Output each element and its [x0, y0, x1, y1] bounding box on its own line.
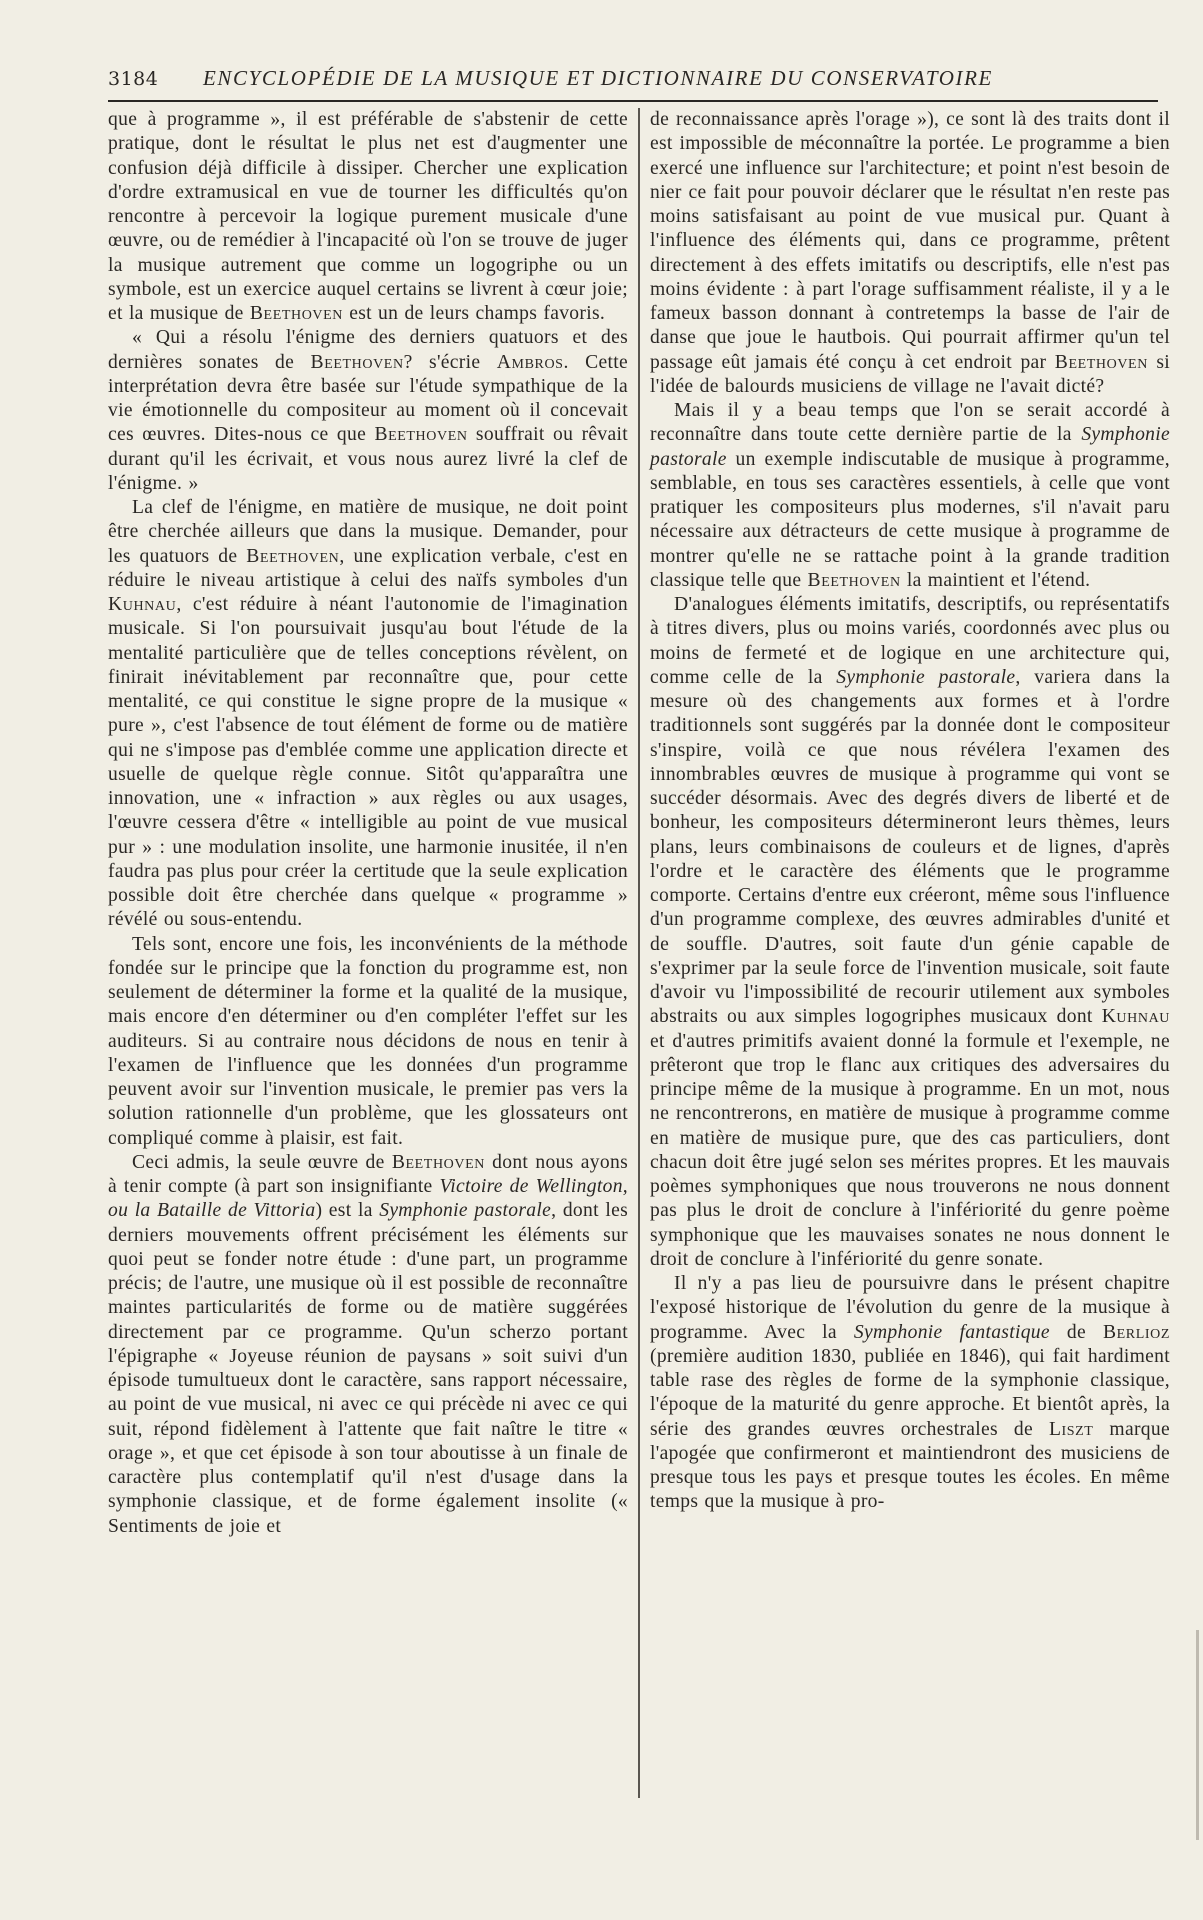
- text-run: de: [1049, 1321, 1103, 1343]
- text-run: est un de leurs champs favoris.: [343, 303, 606, 324]
- text-run: de reconnaissance après l'orage »), ce sont là des traits dont il est impossible de méconnaître la portée. Le programme a bien exercé une influence sur l'architecture; et point n'est besoin de nier ce fait pour pouvoir déclarer que le résultat n'en reste pas moins satisfaisant au point de vue musical pur. Quant à l'influence des éléments qui, dans ce programme, prêtent directement à des effets imitatifs ou descriptifs, elle n'est pas moins évidente : à part l'orage suffisamment réaliste, il y a le fameux basson donnant à contretemps la basse de l'air de danse que joue le hautbois. Qui pourrait affirmer qu'un tel passage eût jamais été conçu à cet endroit par: [650, 109, 1170, 373]
- author-name: Ambros: [496, 351, 564, 373]
- paragraph: [650, 593, 1170, 1272]
- composer-name: Beethoven: [249, 303, 343, 324]
- composer-name: Berlioz: [1102, 1321, 1170, 1343]
- work-title: Victoire de Wellington, ou la Bataille de Vittoria: [108, 1176, 628, 1222]
- paragraph: [650, 399, 1170, 593]
- work-title: Symphonie pastorale: [836, 666, 1016, 688]
- work-title: Symphonie fantastique: [853, 1321, 1050, 1343]
- page-header: [108, 66, 1158, 102]
- text-run: , une explication verbale, c'est en réduire le niveau artistique à celui des naïfs symboles d'un: [108, 545, 628, 591]
- left-column: [108, 108, 628, 1898]
- work-title: Symphonie pastorale: [650, 424, 1170, 470]
- text-run: que à programme », il est préférable de s'abstenir de cette pratique, dont le résultat le plus net est d'augmenter une confusion déjà difficile à dissiper. Chercher une explication d'ordre extramusical en vue de tourner les difficultés qu'on rencontre à percevoir la logique purement musicale d'une œuvre, ou de remédier à l'incapacité où l'on se trouve de juger la musique autrement que comme un logogriphe ou un symbole, est un exercice auquel certains se livrent à cœur joie; et la musique de: [108, 109, 628, 324]
- composer-name: Kuhnau: [108, 594, 177, 615]
- paragraph: [108, 326, 628, 496]
- text-run: la maintient et l'étend.: [900, 569, 1091, 591]
- text-run: Il n'y a pas lieu de poursuivre dans le présent chapitre l'exposé historique de l'évolution du genre de la musique à programme. Avec la: [650, 1273, 1170, 1343]
- text-run: marque l'apogée que confirmeront et maintiendront des musiciens de presque tous les pays et presque toutes les écoles. En même temps que la musique à pro-: [650, 1418, 1170, 1513]
- composer-name: Kuhnau: [1101, 1006, 1170, 1028]
- composer-name: Beethoven: [310, 351, 404, 373]
- paragraph: [108, 496, 628, 933]
- work-title: Symphonie pastorale: [379, 1200, 552, 1222]
- text-run: souffrait ou rêvait durant qu'il les écrivait, et vous nous aurez livré la clef de l'énigme. »: [108, 424, 628, 494]
- page-edge-mark: [1196, 1630, 1199, 1840]
- composer-name: Beethoven: [246, 545, 340, 567]
- paragraph: [108, 108, 628, 326]
- text-run: si l'idée de balourds musiciens de village ne l'avait dicté?: [650, 351, 1170, 397]
- text-columns: [108, 108, 1170, 1898]
- text-run: ) est la: [315, 1200, 380, 1222]
- composer-name: Beethoven: [391, 1151, 485, 1173]
- text-run: , variera dans la mesure où des changements aux formes et à l'ordre traditionnels sont suggérés par la donnée dont le compositeur s'inspire, voilà ce que nous révélera l'examen des innombrables œuvres de musique à programme qui vont se succéder désormais. Avec des degrés divers de liberté et de bonheur, les compositeurs détermineront leurs thèmes, leurs plans, leurs combinaisons de couleurs et de lignes, d'après l'ordre et le caractère des éléments que le programme comporte. Certains d'entre eux créeront, même sous l'influence d'un programme complexe, des œuvres admirables d'unité et de souffle. D'autres, soit faute d'un génie capable de s'exprimer par la seule force de l'invention musicale, soit faute d'avoir vu l'impossibilité de recourir utilement aux symboles abstraits ou aux simples logogriphes musicaux dont: [650, 666, 1170, 1028]
- paragraph: [650, 1272, 1170, 1515]
- text-run: Ceci admis, la seule œuvre de: [132, 1151, 392, 1173]
- page-number: 3184: [108, 68, 159, 90]
- text-run: un exemple indiscutable de musique à programme, semblable, en tous ses caractères essentiels, à celle que vont pratiquer les compositeurs plus modernes, s'il n'avait paru nécessaire aux détracteurs de cette musique à programme de montrer qu'elle ne se rattache point à la grande tradition classique telle que: [650, 448, 1170, 591]
- text-run: et d'autres primitifs avaient donné la formule et l'exemple, ne prêteront que trop le flanc aux critiques des adversaires du principe même de la musique à programme. En un mot, nous ne rencontrerons, en matière de musique à programme comme en matière de musique pure, que des cas particuliers, dont chacun doit être jugé selon ses mérites propres. Et les mauvais poèmes symphoniques que nous trouverons ne nous donnent pas plus le droit de conclure à l'infériorité du genre poème symphonique que les mauvaises sonates ne nous donnent le droit de conclure à l'infériorité du genre sonate.: [650, 1030, 1170, 1270]
- text-run: , dont les derniers mouvements offrent précisément les éléments sur quoi peut se fonder notre étude : d'une part, un programme précis; de l'autre, une musique où il est possible de reconnaître maintes particularités de forme ou de matière suggérées directement par ce programme. Qu'un scherzo portant l'épigraphe « Joyeuse réunion de paysans » soit suivi d'un épisode tumultueux dont le caractère, sans rapport nécessaire, au point de vue musical, ni avec ce qui précède ni avec ce qui suit, répond fidèlement à l'attente que fait naître le titre « orage », et que cet épisode à son tour aboutisse à un finale de caractère plus contemplatif qu'il n'est d'usage dans la symphonie classique, et de forme également insolite (« Sentiments de joie et: [108, 1200, 629, 1537]
- composer-name: Liszt: [1048, 1418, 1094, 1440]
- paragraph: [650, 108, 1170, 399]
- composer-name: Beethoven: [374, 424, 468, 446]
- text-run: Mais il y a beau temps que l'on se serait accordé à reconnaître dans toute cette dernière partie de la: [650, 400, 1170, 446]
- column-divider: [638, 108, 640, 1798]
- composer-name: Beethoven: [1054, 351, 1148, 373]
- paragraph: Tels sont, encore une fois, les inconvénients de la méthode fondée sur le principe que la fonction du programme est, non seulement de déterminer la forme et la qualité de la musique, mais encore d'en déterminer ou d'en compléter l'effet sur les auditeurs. Si au contraire nous décidons de nous en tenir à l'examen de l'influence que les données d'un programme peuvent avoir sur l'invention musicale, le premier pas vers la solution rationnelle d'un problème, que les glossateurs ont compliqué comme à plaisir, est fait.: [108, 933, 628, 1149]
- text-run: ? s'écrie: [403, 351, 497, 373]
- text-run: dont nous ayons à tenir compte (à part son insignifiante: [108, 1151, 628, 1197]
- text-run: , c'est réduire à néant l'autonomie de l'imagination musicale. Si l'on poursuivait jusqu'au bout l'étude de la mentalité particulière que de telles conceptions révèlent, on finirait inévitablement par reconnaître que, pour cette mentalité, ce qui constitue le signe propre de la musique « pure », c'est l'absence de tout élément de forme ou de matière qui ne s'impose pas d'emblée comme une application directe et usuelle de quelque règle connue. Sitôt qu'apparaîtra une innovation, une « infraction » aux règles ou aux usages, l'œuvre cessera d'être « intelligible au point de vue musical pur » : une modulation insolite, une harmonie inusitée, il n'en faudra pas plus pour créer la certitude que la seule explication possible doit être cherchée dans quelque « programme » révélé ou sous-entendu.: [108, 594, 628, 931]
- text-run: (première audition 1830, publiée en 1846), qui fait hardiment table rase des règles de forme de la symphonie classique, l'époque de la maturité du genre approche. Et bientôt après, la série des grandes œuvres orchestrales de: [650, 1345, 1170, 1440]
- text-run: « Qui a résolu l'énigme des derniers quatuors et des dernières sonates de: [108, 327, 628, 373]
- composer-name: Beethoven: [807, 569, 901, 591]
- text-run: . Cette interprétation devra être basée sur l'étude sympathique de la vie émotionnelle du compositeur au moment où il concevait ces œuvres. Dites-nous ce que: [108, 351, 628, 446]
- running-head: ENCYCLOPÉDIE DE LA MUSIQUE ET DICTIONNAIRE DU CONSERVATOIRE: [203, 66, 993, 90]
- paragraph: [108, 1151, 628, 1539]
- text-run: La clef de l'énigme, en matière de musique, ne doit point être cherchée ailleurs que dans la musique. Demander, pour les quatuors de: [108, 497, 628, 567]
- text-run: D'analogues éléments imitatifs, descriptifs, ou représentatifs à titres divers, plus ou moins variés, coordonnés avec plus ou moins de fermeté et de logique en une architecture qui, comme celle de la: [650, 594, 1170, 688]
- right-column: [650, 108, 1170, 1898]
